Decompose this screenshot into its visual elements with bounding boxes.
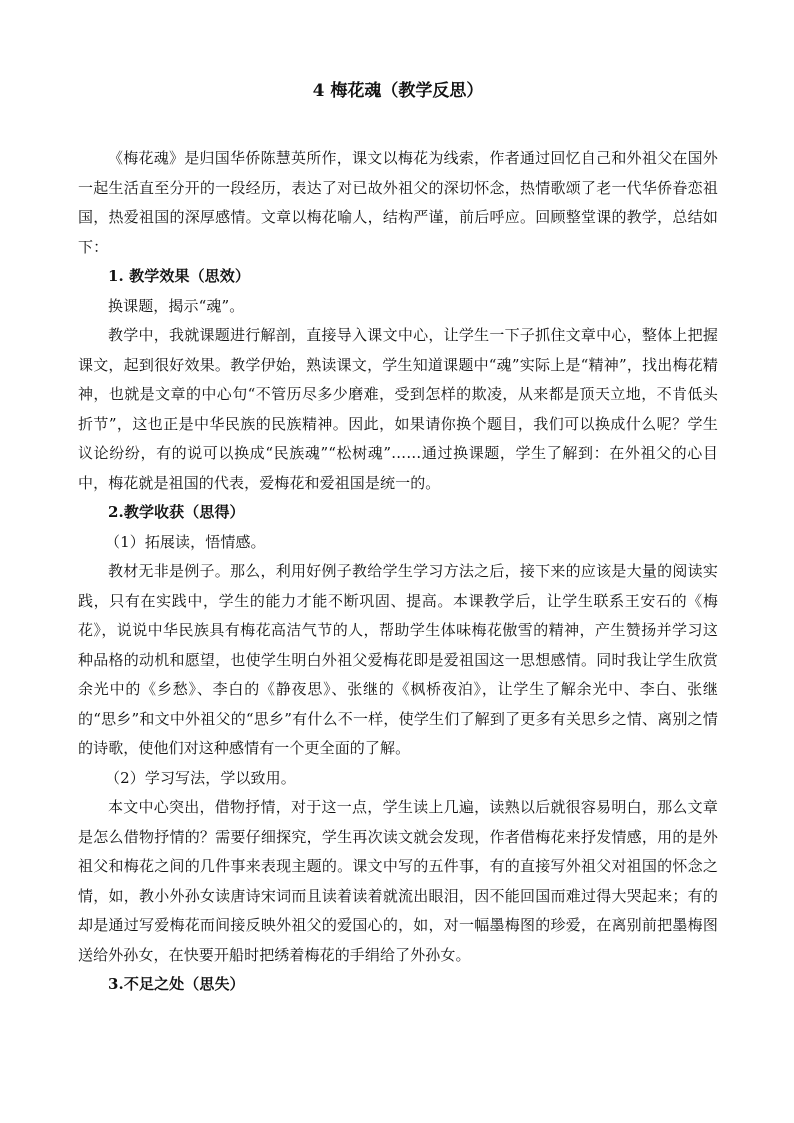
section-heading-shortcomings: 3.不足之处（思失） [108,975,245,993]
paragraph: 本文中心突出，借物抒情，对于这一点，学生读上几遍，读熟以后就很容易明白，那么文章是怎么借物抒情的？需要仔细探究，学生再次读文就会发现，作者借梅花来抒发情感，用的是外祖父和梅花之间的几件事来表现主题的。课文中写的五件事，有的直接写外祖父对祖国的怀念之情，如，教小外孙女读唐诗宋词而且读着读着就流出眼泪，因不能回国而难过得大哭起来；有的却是通过写爱梅花而间接反映外祖父的爱国心的，如，对一幅墨梅图的珍爱，在离别前把墨梅图送给外孙女，在快要开船时把绣着梅花的手绢给了外孙女。 [78,798,718,964]
section-heading-effect: 1. 教学效果（思效） [108,267,250,285]
section-heading-gains: 2.教学收获（思得） [108,503,245,521]
paragraph: 换课题，揭示“魂”。 [108,296,245,315]
document-body [78,78,718,1000]
subheading: （1）拓展读，悟情感。 [105,532,266,551]
subheading: （2）学习写法，学以致用。 [105,768,296,787]
intro-paragraph: 《梅花魂》是归国华侨陈慧英所作，课文以梅花为线索，作者通过回忆自己和外祖父在国外一起生活直至分开的一段经历，表达了对已故外祖父的深切怀念，热情歌颂了老一代华侨眷恋祖国，热爱祖国的深厚感情。文章以梅花喻人，结构严谨，前后呼应。回顾整堂课的教学，总结如下： [78,149,718,256]
paragraph: 教材无非是例子。那么，利用好例子教给学生学习方法之后，接下来的应该是大量的阅读实践，只有在实践中，学生的能力才能不断巩固、提高。本课教学后，让学生联系王安石的《梅花》，说说中华民族具有梅花高洁气节的人，帮助学生体味梅花傲雪的精神，产生赞扬并学习这种品格的动机和愿望，也使学生明白外祖父爱梅花即是爱祖国这一思想感情。同时我让学生欣赏余光中的《乡愁》、李白的《静夜思》、张继的《枫桥夜泊》，让学生了解余光中、李白、张继的“思乡”和文中外祖父的“思乡”有什么不一样，使学生们了解到了更多有关思乡之情、离别之情的诗歌，使他们对这种感情有一个更全面的了解。 [78,562,718,757]
paragraph: 教学中，我就课题进行解剖，直接导入课文中心，让学生一下子抓住文章中心，整体上把握课文，起到很好效果。教学伊始，熟读课文，学生知道课题中“魂”实际上是“精神”，找出梅花精神，也就是文章的中心句“不管历尽多少磨难，受到怎样的欺凌，从来都是顶天立地，不肯低头折节”，这也正是中华民族的民族精神。因此，如果请你换个题目，我们可以换成什么呢？学生议论纷纷，有的说可以换成“民族魂”“松树魂”……通过换课题，学生了解到：在外祖父的心目中，梅花就是祖国的代表，爱梅花和爱祖国是统一的。 [78,326,718,492]
document-title: 4 梅花魂（教学反思） [312,81,484,101]
